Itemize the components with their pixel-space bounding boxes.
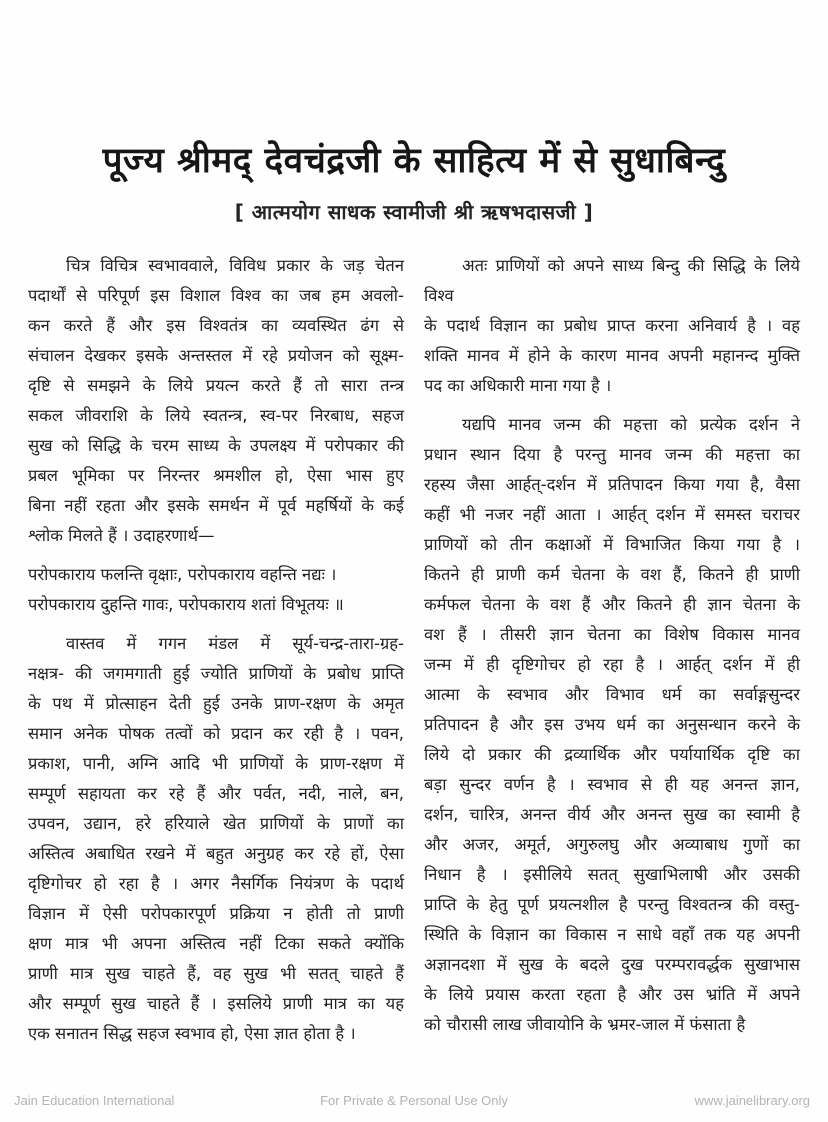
text-line: शक्ति मानव में होने के कारण मानव अपनी महानन्द मुक्ति (424, 345, 800, 365)
text-line: आत्मा के स्वभाव और विभाव धर्म का सर्वाङ्गसुन्दर (424, 684, 800, 704)
text-line: चित्र विचित्र स्वभाववाले, विविध प्रकार के जड़ चेतन (66, 255, 404, 275)
text-line: को चौरासी लाख जीवायोनि के भ्रमर-जाल में फंसाता है (424, 1014, 746, 1034)
text-line: सम्पूर्ण सहायता कर रहे हैं और पर्वत, नदी, नाले, बन, (28, 783, 404, 803)
text-line: प्रधान स्थान दिया है परन्तु मानव जन्म की महत्ता का (424, 444, 800, 464)
text-line: लिये दो प्रकार की द्रव्यार्थिक और पर्यायार्थिक दृष्टि का (424, 744, 800, 764)
verse-block (28, 560, 404, 620)
text-line: वास्तव में गगन मंडल में सूर्य-चन्द्र-तारा-ग्रह- (66, 633, 404, 653)
text-line: कहीं भी नजर नहीं आता । आर्हत् दर्शन में समस्त चराचर (424, 504, 800, 524)
text-line: जन्म में ही दृष्टिगोचर हो रहा है । आर्हत् दर्शन में ही (424, 654, 800, 674)
text-line: प्राणियों को तीन कक्षाओं में विभाजित किया गया है । (424, 534, 800, 554)
left-column (28, 251, 404, 1049)
footer-publisher: Jain Education International (14, 1093, 175, 1108)
right-column (424, 251, 800, 1049)
text-line: रहस्य जैसा आर्हत्-दर्शन में प्रतिपादन किया गया है, वैसा (424, 474, 800, 494)
text-line: अज्ञानदशा में सुख के बदले दुख परम्परावर्द्धक सुखाभास (424, 954, 800, 974)
text-line: प्रबल भूमिका पर निरन्तर श्रमशील हो, ऐसा भास हुए (28, 465, 404, 485)
text-line: परोपकाराय फलन्ति वृक्षाः, परोपकाराय वहन्ति नद्यः । (28, 564, 337, 584)
text-line: एक सनातन सिद्ध सहज स्वभाव हो, ऐसा ज्ञात होता है । (28, 1023, 356, 1043)
footer-usage-note: For Private & Personal Use Only (320, 1093, 508, 1108)
text-line: प्रकाश, पानी, अग्नि आदि भी प्राणियों के प्राण-रक्षण में (28, 753, 404, 773)
text-line: कन करते हैं और इस विश्वतंत्र का व्यवस्थित ढंग से (28, 315, 404, 335)
paragraph (424, 251, 800, 401)
text-line: और अजर, अमूर्त, अगुरुलघु और अव्याबाध गुणों का (424, 834, 800, 854)
two-column-body (0, 225, 828, 1049)
text-line: स्थिति के विज्ञान का विकास न साधे वहाँ तक यह अपनी (424, 924, 800, 944)
text-line: के पदार्थ विज्ञान का प्रबोध प्राप्त करना अनिवार्य है । वह (424, 315, 800, 335)
page-subtitle: [ आत्मयोग साधक स्वामीजी श्री ऋषभदासजी ] (234, 199, 594, 224)
text-line: सकल जीवराशि के लिये स्वतन्त्र, स्व-पर निरबाध, सहज (28, 405, 404, 425)
paragraph (424, 410, 800, 1040)
text-line: बड़ा सुन्दर वर्णन है । स्वभाव से ही यह अनन्त ज्ञान, (424, 774, 800, 794)
text-line: प्राप्ति के हेतु पूर्ण प्रयत्नशील है परन्तु विश्वतन्त्र की वस्तु- (424, 894, 800, 914)
text-line: संचालन देखकर इसके अन्तस्तल में रहे प्रयोजन को सूक्ष्म- (28, 345, 404, 365)
text-line: वश हैं । तीसरी ज्ञान चेतना का विशेष विकास मानव (424, 624, 800, 644)
text-line: के लिये प्रयास करता रहता है और उस भ्रांति में अपने (424, 984, 800, 1004)
paragraph (28, 629, 404, 1049)
footer (0, 1093, 828, 1108)
text-line: क्षण मात्र भी अपना अस्तित्व नहीं टिका सकते क्योंकि (28, 933, 404, 953)
text-line: अतः प्राणियों को अपने साध्य बिन्दु की सिद्धि के लिये विश्व (424, 255, 800, 305)
text-line: अस्तित्व अबाधित रखने में बहुत अनुग्रह कर रहे हों, ऐसा (28, 843, 404, 863)
text-line: सुख को सिद्धि के चरम साध्य के उपलक्ष्य में परोपकार की (28, 435, 404, 455)
text-line: विज्ञान में ऐसी परोपकारपूर्ण प्रक्रिया न होती तो प्राणी (28, 903, 404, 923)
text-line: कितने ही प्राणी कर्म चेतना के वश हैं, कितने ही प्राणी (424, 564, 800, 584)
page-title: पूज्य श्रीमद् देवचंद्रजी के साहित्य में से सुधाबिन्दु (102, 141, 726, 181)
text-line: कर्मफल चेतना के वश हैं और कितने ही ज्ञान चेतना के (424, 594, 800, 614)
text-line: समान अनेक पोषक तत्वों को प्रदान कर रही है । पवन, (28, 723, 404, 743)
text-line: पद का अधिकारी माना गया है । (424, 375, 612, 395)
text-line: और सम्पूर्ण सुख चाहते हैं । इसलिये प्राणी मात्र का यह (28, 993, 404, 1013)
text-line: यद्यपि मानव जन्म की महत्ता को प्रत्येक दर्शन ने (462, 414, 800, 434)
text-line: दर्शन, चारित्र, अनन्त वीर्य और अनन्त सुख का स्वामी है (424, 804, 800, 824)
text-line: श्लोक मिलते हैं । उदाहरणार्थ— (28, 525, 215, 545)
text-line: नक्षत्र- की जगमगाती हुई ज्योति प्राणियों के प्रबोध प्राप्ति (28, 663, 404, 683)
text-line: बिना नहीं रहता और इसके समर्थन में पूर्व महर्षियों के कई (28, 495, 404, 515)
text-line: परोपकाराय दुहन्ति गावः, परोपकाराय शतां विभूतयः ॥ (28, 594, 344, 614)
text-line: दृष्टि से समझने के लिये प्रयत्न करते हैं तो सारा तन्त्र (28, 375, 404, 395)
text-line: प्रतिपादन है और इस उभय धर्म का अनुसन्धान करने के (424, 714, 800, 734)
footer-website: www.jainelibrary.org (694, 1093, 810, 1108)
text-line: उपवन, उद्यान, हरे हरियाले खेत प्राणियों के प्राणों का (28, 813, 404, 833)
text-line: पदार्थों से परिपूर्ण इस विशाल विश्व का जब हम अवलो- (28, 285, 404, 305)
text-line: के पथ में प्रोत्साहन देती हुई उनके प्राण-रक्षण के अमृत (28, 693, 404, 713)
text-line: प्राणी मात्र सुख चाहते हैं, वह सुख भी सतत् चाहते हैं (28, 963, 404, 983)
paragraph (28, 251, 404, 551)
text-line: दृष्टिगोचर हो रहा है । अगर नैसर्गिक नियंत्रण के पदार्थ (28, 873, 404, 893)
text-line: निधान है । इसीलिये सतत् सुखाभिलाषी और उसकी (424, 864, 800, 884)
